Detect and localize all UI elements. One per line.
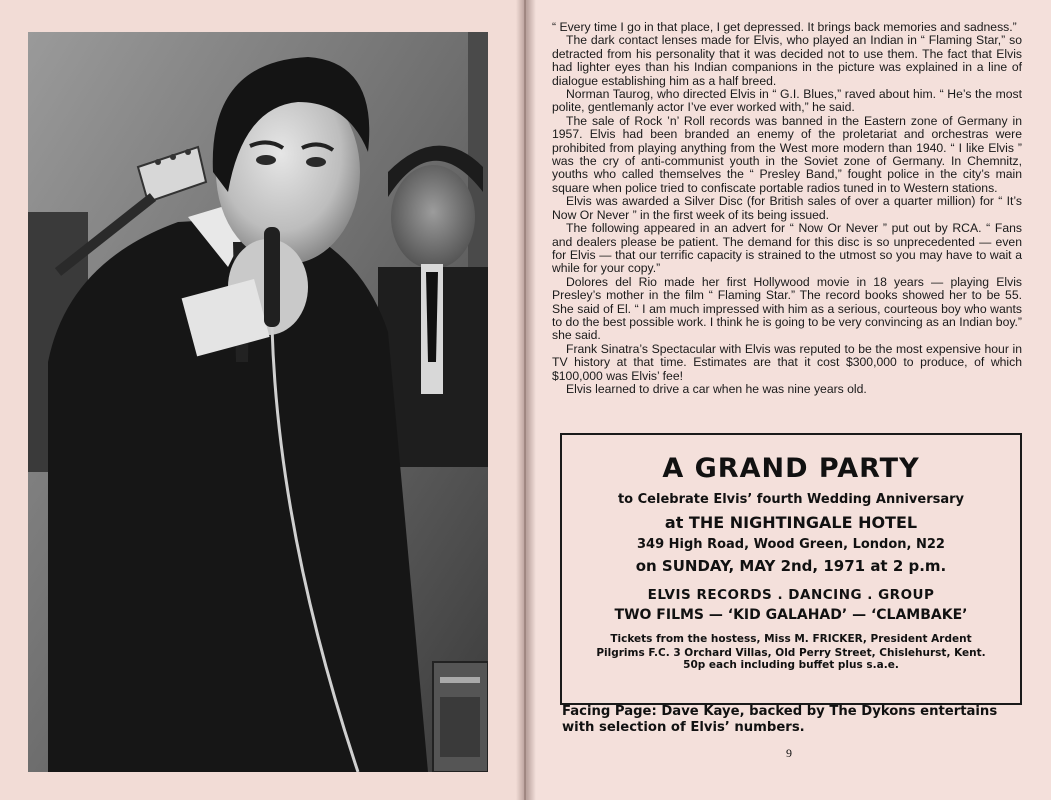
article-paragraph: Elvis was awarded a Silver Disc (for British sales of over a quarter million) for “ It’s Now Or Never ” in the first week of its being issued. (552, 194, 1022, 222)
left-page (0, 0, 524, 800)
advert-datetime: on SUNDAY, MAY 2nd, 1971 at 2 p.m. (635, 557, 947, 575)
advert-venue: at THE NIGHTINGALE HOTEL (664, 513, 918, 532)
article-paragraph: Norman Taurog, who directed Elvis in “ G.I. Blues,” raved about him. “ He’s the most polite, gentlemanly actor I’ve ever worked with,” he said. (552, 87, 1022, 115)
page-gutter (516, 0, 536, 800)
advert-address: 349 High Road, Wood Green, London, N22 (637, 537, 945, 552)
advert-tickets-line1: Tickets from the hostess, Miss M. FRICKER, President Ardent (610, 633, 972, 645)
advert-films: TWO FILMS — ‘KID GALAHAD’ — ‘CLAMBAKE’ (614, 607, 968, 623)
article-paragraph: “ Every time I go in that place, I get depressed. It brings back memories and sadness.” (552, 20, 1017, 34)
article-paragraph: The sale of Rock ’n’ Roll records was banned in the Eastern zone of Germany in 1957. Elvis had been branded an enemy of the proletariat and orchestras were prohibited from playing anything from the West more modern than 1940. “ I like Elvis ” was the cry of anti-communist youth in the Soviet zone of Germany. In Chemnitz, youths who called themselves the “ Presley Band,” fought police in the city’s main square when police tried to confiscate portable radios tuned in to Western stations. (552, 113, 1022, 195)
advert-price: 50p each including buffet plus s.a.e. (683, 659, 899, 671)
photo-caption: Facing Page: Dave Kaye, backed by The Dykons entertains with selection of Elvis’ numbers. (562, 704, 998, 735)
party-advert (560, 433, 1022, 705)
article-paragraph: Elvis learned to drive a car when he was nine years old. (566, 381, 867, 396)
advert-activities: ELVIS RECORDS . DANCING . GROUP (647, 587, 935, 603)
article-paragraph: The dark contact lenses made for Elvis, who played an Indian in “ Flaming Star,” so detracted from his personality that it was decided not to use them. The fact that Elvis had lighter eyes than his Indian companions in the picture was explained in a line of dialogue establishing him as a half breed. (552, 33, 1022, 88)
article-paragraph: Frank Sinatra’s Spectacular with Elvis was reputed to be the most expensive hour in TV history at that time. Estimates are that it cost $300,000 to produce, of which $100,000 was Elvis’ fee! (552, 341, 1022, 383)
advert-title: A GRAND PARTY (662, 453, 920, 484)
article-text (552, 21, 1022, 396)
article-paragraph: The following appeared in an advert for “ Now Or Never ” put out by RCA. “ Fans and dealers please be patient. The demand for this disc is so unprecedented — even for Elvis — that our terrific capacity is strained to the utmost so you may have to wait a while for your copy.” (552, 221, 1022, 276)
singer-photo (28, 32, 488, 772)
advert-occasion: to Celebrate Elvis’ fourth Wedding Anniversary (617, 492, 965, 507)
article-paragraph: Dolores del Rio made her first Hollywood movie in 18 years — playing Elvis Presley’s mother in the film “ Flaming Star.” The record books showed her to be 55. She said of El. “ I am much impressed with him as a serious, courteous boy who wants to do the best possible work. I think he is going to be very convincing as an Indian boy.” she said. (552, 274, 1022, 343)
advert-tickets-line2: Pilgrims F.C. 3 Orchard Villas, Old Perry Street, Chislehurst, Kent. (596, 647, 986, 659)
page-number: 9 (786, 746, 792, 760)
